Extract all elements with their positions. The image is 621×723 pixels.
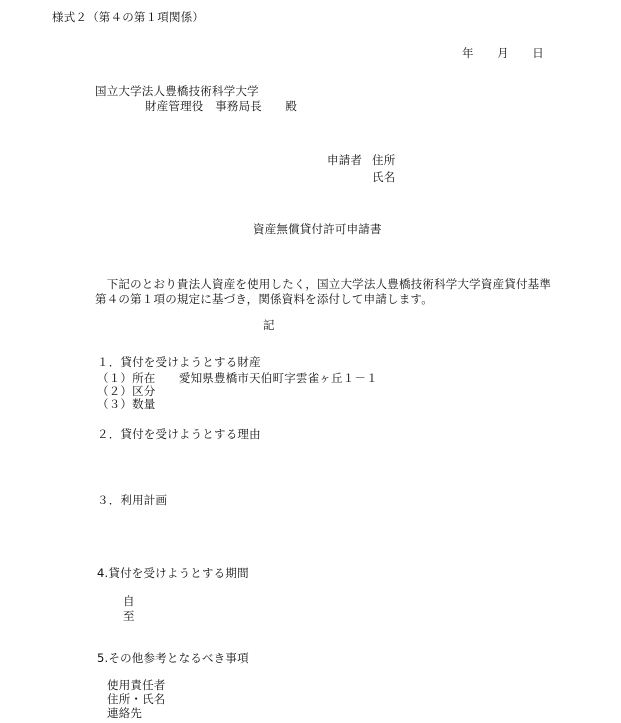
- applicant-label: 申請者: [327, 153, 363, 167]
- addressee-officer: 財産管理役 事務局長 殿: [145, 99, 298, 113]
- body-text-line-1: 下記のとおり貴法人資産を使用したく，国立大学法人豊橋技術科学大学資産貸付基準: [95, 277, 552, 291]
- section-1-quantity: （３）数量: [97, 397, 156, 411]
- form-label: 様式２（第４の第１項関係）: [52, 10, 205, 24]
- section-4-to: 至: [123, 609, 135, 623]
- addressee-university: 国立大学法人豊橋技術科学大学: [95, 84, 259, 98]
- section-5-item-responsible: 使用責任者: [107, 678, 166, 692]
- body-text-line-2: 第４の第１項の規定に基づき，関係資料を添付して申請します。: [95, 292, 433, 306]
- ki-heading: 記: [263, 318, 275, 332]
- section-2-title: ２．貸付を受けようとする理由: [97, 427, 261, 441]
- section-5-item-address-name: 住所・氏名: [107, 692, 166, 706]
- applicant-name-label: 氏名: [372, 170, 396, 184]
- section-1-classification: （２）区分: [97, 384, 156, 398]
- section-1-location: （１）所在 愛知県豊橋市天伯町字雲雀ヶ丘１－１: [97, 371, 378, 385]
- section-4-title: 4.貸付を受けようとする期間: [97, 566, 249, 580]
- section-3-title: ３．利用計画: [97, 493, 168, 507]
- applicant-address-label: 住所: [372, 153, 396, 167]
- section-5-item-contact: 連絡先: [107, 706, 143, 720]
- document-title: 資産無償貸付許可申請書: [253, 222, 382, 236]
- section-1-title: １．貸付を受けようとする財産: [97, 355, 261, 369]
- section-5-title: 5.その他参考となるべき事項: [97, 651, 249, 665]
- date-line: 年 月 日: [462, 46, 544, 60]
- section-4-from: 自: [123, 594, 135, 608]
